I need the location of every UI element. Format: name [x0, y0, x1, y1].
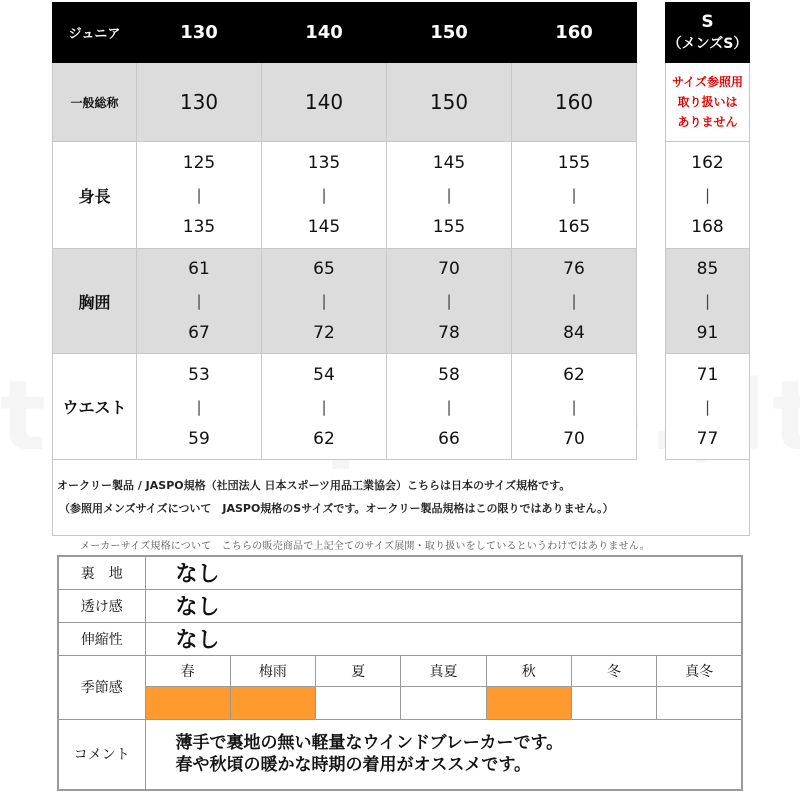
range-separator: | — [571, 292, 577, 310]
size-header-160: 160 — [512, 3, 637, 63]
range-max: 66 — [438, 428, 460, 449]
range-max: 165 — [557, 217, 591, 237]
chest-cell — [387, 249, 512, 354]
range-max: 77 — [696, 428, 719, 449]
range-min: 162 — [691, 153, 724, 173]
season-indicator-midwinter — [657, 686, 742, 719]
season-summer: 夏 — [316, 655, 401, 686]
junior-header-label: ジュニア — [53, 3, 137, 63]
range-max: 67 — [188, 323, 210, 343]
maker-size-note: メーカーサイズ規格について こちらの販売商品で上記全てのサイズ展開・取り扱いをしているというわけではありません。 — [80, 541, 650, 552]
season-rainy: 梅雨 — [230, 655, 315, 686]
sheerness-label: 透け感 — [58, 589, 145, 622]
range-separator: | — [704, 397, 711, 416]
range-max: 91 — [696, 323, 719, 343]
sheerness-value: なし — [145, 589, 742, 622]
stretch-label: 伸縮性 — [58, 622, 145, 655]
chest-cell — [262, 249, 387, 354]
range-min: 65 — [313, 259, 335, 279]
range-separator: | — [321, 292, 327, 310]
range-min: 125 — [182, 153, 216, 173]
general-size-cell: 160 — [512, 63, 637, 142]
season-spring: 春 — [145, 655, 230, 686]
height-label: 身長 — [53, 142, 137, 249]
range-separator: | — [196, 186, 202, 204]
range-separator: | — [446, 186, 452, 204]
general-size-cell: 140 — [262, 63, 387, 142]
range-separator: | — [321, 186, 327, 204]
range-min: 70 — [438, 259, 460, 279]
range-min: 71 — [696, 364, 719, 385]
season-midwinter: 真冬 — [657, 655, 742, 686]
range-min: 85 — [696, 259, 719, 279]
comment-label: コメント — [58, 719, 145, 790]
size-spec-note — [52, 460, 750, 536]
range-min: 58 — [438, 364, 460, 385]
range-separator: | — [446, 397, 452, 416]
waist-cell — [387, 354, 512, 460]
range-min: 53 — [188, 364, 210, 385]
comment-line: 薄手で裏地の無い軽量なウインドブレーカーです。 — [175, 733, 564, 754]
height-cell — [512, 142, 637, 249]
waist-label: ウエスト — [53, 354, 137, 460]
height-cell — [262, 142, 387, 249]
spec-note-line1: オークリー製品 / JASPO規格（社団法人 日本スポーツ用品工業協会）こちらは日本のサイズ規格です。 — [57, 479, 571, 492]
mens-note-line: 取り扱いは — [677, 95, 738, 109]
mens-note-line: サイズ参照用 — [671, 75, 744, 89]
mens-size-header — [666, 3, 750, 63]
season-indicator-rainy — [230, 686, 315, 719]
range-separator: | — [196, 292, 202, 310]
junior-size-table — [52, 2, 637, 460]
season-indicator-spring — [145, 686, 230, 719]
range-max: 84 — [563, 323, 585, 343]
range-min: 145 — [432, 153, 466, 173]
size-header-130: 130 — [137, 3, 262, 63]
range-separator: | — [571, 397, 577, 416]
comment-line: 春や秋頃の暖かな時期の着用がオススメです。 — [175, 755, 531, 776]
comment-text — [145, 719, 742, 790]
lining-value: なし — [145, 556, 742, 589]
waist-cell — [262, 354, 387, 460]
season-indicator-midsummer — [401, 686, 486, 719]
range-separator: | — [446, 292, 452, 310]
general-size-cell: 150 — [387, 63, 512, 142]
range-separator: | — [321, 397, 327, 416]
mens-chest-cell — [666, 249, 750, 354]
size-header-150: 150 — [387, 3, 512, 63]
range-min: 61 — [188, 259, 210, 279]
spec-note-line2: （参照用メンズサイズについて JASPO規格のSサイズです。オークリー製品規格はこの限りではありません。） — [59, 502, 614, 515]
size-header-140: 140 — [262, 3, 387, 63]
height-cell — [137, 142, 262, 249]
range-max: 168 — [691, 217, 724, 237]
season-indicator-autumn — [486, 686, 571, 719]
chest-cell — [512, 249, 637, 354]
range-max: 62 — [313, 428, 335, 449]
range-max: 155 — [432, 217, 466, 237]
waist-cell — [512, 354, 637, 460]
range-separator: | — [704, 292, 711, 310]
range-min: 155 — [557, 153, 591, 173]
range-min: 62 — [563, 364, 585, 385]
range-max: 145 — [307, 217, 341, 237]
range-max: 72 — [313, 323, 335, 343]
chest-label: 胸囲 — [53, 249, 137, 354]
season-indicator-winter — [571, 686, 656, 719]
season-indicator-summer — [316, 686, 401, 719]
mens-size-label: S — [701, 11, 714, 32]
stretch-value: なし — [145, 622, 742, 655]
season-midsummer: 真夏 — [401, 655, 486, 686]
chest-cell — [137, 249, 262, 354]
season-label: 季節感 — [58, 655, 145, 719]
range-separator: | — [196, 397, 202, 416]
range-max: 78 — [438, 323, 460, 343]
mens-height-cell — [666, 142, 750, 249]
mens-waist-cell — [666, 354, 750, 460]
mens-note-line: ありません — [677, 115, 738, 129]
range-max: 70 — [563, 428, 585, 449]
range-separator: | — [571, 186, 577, 204]
range-separator: | — [704, 186, 711, 204]
mens-reference-note — [666, 63, 750, 142]
mens-reference-table — [665, 2, 750, 460]
general-size-cell: 130 — [137, 63, 262, 142]
mens-size-caption: （メンズS） — [667, 35, 748, 52]
general-size-label: 一般総称 — [53, 63, 137, 142]
season-autumn: 秋 — [486, 655, 571, 686]
height-cell — [387, 142, 512, 249]
range-min: 76 — [563, 259, 585, 279]
range-min: 135 — [307, 153, 341, 173]
lining-label: 裏 地 — [58, 556, 145, 589]
range-max: 59 — [188, 428, 210, 449]
range-min: 54 — [313, 364, 335, 385]
season-winter: 冬 — [571, 655, 656, 686]
material-table — [57, 555, 743, 791]
range-max: 135 — [182, 217, 216, 237]
waist-cell — [137, 354, 262, 460]
